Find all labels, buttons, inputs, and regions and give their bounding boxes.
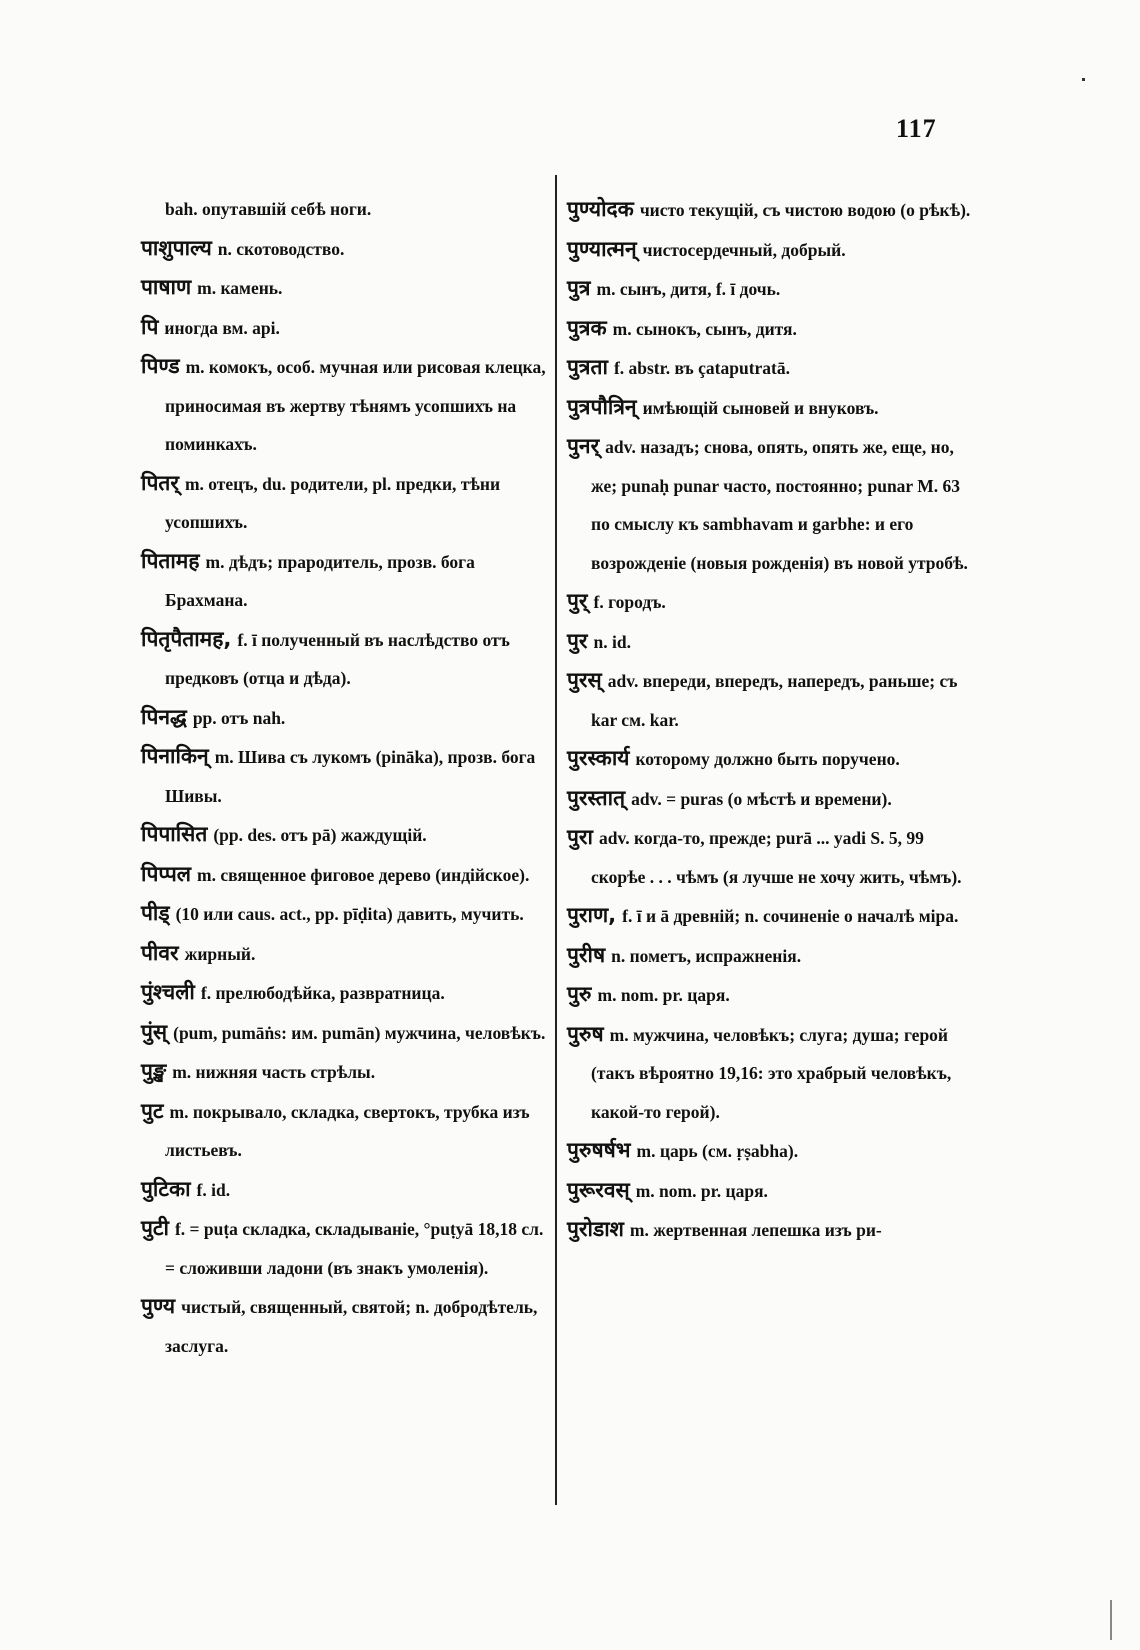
entry-headword: पिण्ड	[141, 354, 180, 378]
entry-definition: n. пометъ, испражненія.	[611, 945, 802, 966]
entry-headword: पाषाण	[141, 275, 192, 299]
entry-definition: m. жертвенная лепешка изъ ри-	[629, 1220, 882, 1240]
entry-definition: жирный.	[184, 943, 256, 964]
entry-headword: पुराण,	[567, 903, 617, 927]
entry-headword: पुत्र	[567, 276, 591, 300]
dictionary-entry	[567, 427, 972, 582]
entry-headword: पुण्यात्मन्	[567, 236, 637, 261]
dictionary-entry	[567, 1015, 972, 1132]
dictionary-entry	[567, 388, 972, 428]
entry-definition: m. нижняя часть стрѣлы.	[172, 1062, 376, 1082]
entry-headword: पुनर्	[567, 434, 600, 458]
entry-definition: m. мужчина, человѣкъ; слуга; душа; герой (такъ вѣроятно 19,16: это храбрый человѣкъ, какой-то герой).	[591, 1024, 952, 1122]
dictionary-entry	[567, 1131, 972, 1171]
dictionary-entry	[567, 622, 972, 662]
dictionary-entry	[567, 230, 972, 270]
entry-definition: m. nom. pr. царя.	[635, 1180, 768, 1201]
entry-definition: f. прелюбодѣйка, развратница.	[200, 983, 445, 1003]
column-divider	[555, 175, 557, 1505]
dictionary-entry	[567, 975, 972, 1015]
entry-definition: f. ī и ā древній; n. сочиненіе о началѣ міра.	[622, 906, 959, 926]
entry-headword: पिप्पल	[141, 861, 192, 886]
entry-definition: (10 или caus. act., pp. pīḍita) давить, мучить.	[175, 904, 524, 924]
dictionary-entry	[141, 1287, 551, 1365]
entry-definition: adv. когда-то, прежде; purā ... yadi S. 5, 99 скорѣе . . . чѣмъ (я лучше не хочу жить, чѣмъ).	[591, 828, 962, 887]
entry-headword: पुण्योदक	[567, 197, 634, 221]
entry-headword: पिपासित	[141, 822, 208, 846]
entry-headword: पुत्रता	[567, 355, 608, 379]
entry-headword: पितृपैतामह,	[141, 626, 232, 651]
entry-headword: पुरुषर्षभ	[567, 1138, 631, 1162]
dictionary-entry	[141, 268, 551, 308]
entry-definition: n. id.	[593, 631, 631, 652]
entry-headword: पुत्रपौत्रिन्	[567, 394, 637, 419]
dictionary-entry	[141, 855, 551, 895]
entry-definition: adv. = puras (о мѣстѣ и времени).	[631, 788, 892, 809]
dictionary-entry	[567, 661, 972, 739]
entry-definition: (pp. des. отъ pā) жаждущій.	[213, 825, 427, 845]
entry-definition: bah. опутавшій себѣ ноги.	[165, 199, 372, 219]
entry-headword: पिनद्ध	[141, 704, 187, 729]
entry-definition: m. сынъ, дитя, f. ī дочь.	[596, 279, 781, 299]
entry-definition: m. nom. pr. царя.	[597, 985, 730, 1005]
entry-definition: f. ī полученный въ наслѣдство отъ предковъ (отца и дѣда).	[165, 629, 510, 688]
entry-headword: पुरस्	[567, 668, 602, 692]
entry-headword: पि	[141, 314, 159, 339]
dictionary-entry	[141, 229, 551, 269]
dictionary-entry	[141, 973, 551, 1013]
entry-definition: m. отецъ, du. родители, pl. предки, тѣни усопшихъ.	[165, 473, 501, 532]
dictionary-entry	[141, 1013, 551, 1053]
dictionary-entry	[141, 894, 551, 934]
entry-definition: m. царь (см. ṛṣabha).	[636, 1141, 799, 1161]
entry-headword: पुरस्कार्य	[567, 746, 630, 770]
entry-headword: पीड्	[141, 901, 170, 925]
entry-definition: adv. впереди, впередъ, напередъ, раньше; съ kar см. kar.	[591, 671, 958, 730]
dictionary-entry	[141, 1209, 551, 1287]
entry-headword: पुटिका	[141, 1176, 191, 1201]
entry-headword: पुंस्	[141, 1019, 168, 1044]
entry-definition: n. скотоводство.	[217, 238, 345, 259]
entry-definition: m. комокъ, особ. мучная или рисовая клецка, приносимая въ жертву тѣнямъ усопшихъ на поминкахъ.	[165, 357, 546, 454]
entry-headword: पुरुष	[567, 1021, 604, 1046]
dictionary-entry	[141, 737, 551, 815]
entry-definition: f. городъ.	[593, 592, 666, 612]
entry-headword: पुरु	[567, 982, 592, 1006]
dictionary-entry	[567, 896, 972, 936]
entry-definition: иногда вм. api.	[164, 317, 280, 338]
entry-headword: पुंश्चली	[141, 980, 195, 1004]
entry-definition: m. сынокъ, сынъ, дитя.	[612, 318, 797, 339]
dictionary-entry	[141, 1092, 551, 1170]
entry-definition: adv. назадъ; снова, опять, опять же, еще, но, же; punaḥ punar часто, постоянно; punar M. 63 по смыслу къ sambhavam и garbhe: и его возрожденіе (новыя рожденія) въ новой утробѣ.	[591, 437, 968, 573]
print-speck	[1110, 1600, 1112, 1640]
dictionary-entry	[567, 309, 972, 349]
dictionary-entry	[567, 739, 972, 779]
dictionary-entry	[141, 542, 551, 620]
dictionary-entry	[567, 348, 972, 388]
entry-headword: पुर्	[567, 589, 588, 613]
entry-definition: m. Шива съ лукомъ (pināka), прозв. бога Шивы.	[165, 747, 536, 806]
entry-definition: f. = puṭa складка, складываніе, °puṭyā 18,18 сл. = сложивши ладони (въ знакъ умоленія).	[165, 1219, 544, 1278]
dictionary-entry	[567, 818, 972, 896]
entry-headword: पुरस्तात्	[567, 785, 626, 810]
entry-definition: (pum, pumāṅs: им. pumān) мужчина, человѣкъ.	[173, 1022, 546, 1043]
dictionary-entry	[141, 1170, 551, 1210]
entry-definition: которому должно быть поручено.	[635, 749, 900, 769]
dictionary-entry	[141, 698, 551, 738]
entry-definition: m. дѣдъ; прародитель, прозв. бога Брахмана.	[165, 551, 475, 610]
entry-definition: имѣющій сыновей и внуковъ.	[642, 397, 879, 418]
entry-definition: чистосердечный, добрый.	[642, 239, 846, 260]
entry-headword: पुरूरवस्	[567, 1177, 630, 1202]
entry-definition: pp. отъ nah.	[192, 707, 286, 728]
print-speck	[1082, 78, 1085, 81]
dictionary-entry	[567, 582, 972, 622]
dictionary-entry	[567, 779, 972, 819]
dictionary-entry	[567, 936, 972, 976]
entry-headword: पुट	[141, 1098, 164, 1123]
dictionary-entry	[141, 464, 551, 542]
entry-headword: पुण्य	[141, 1294, 176, 1318]
dictionary-entry	[141, 934, 551, 974]
dictionary-entry	[567, 1171, 972, 1211]
entry-definition: m. священное фиговое дерево (индійское).	[197, 864, 530, 885]
dictionary-entry	[141, 1052, 551, 1092]
dictionary-entry	[141, 620, 551, 698]
left-column	[141, 190, 551, 1365]
entry-definition: чисто текущій, съ чистою водою (о рѣкѣ).	[639, 200, 971, 220]
entry-headword: पुर	[567, 628, 588, 653]
dictionary-entry	[141, 308, 551, 348]
entry-headword: पिनाकिन्	[141, 744, 209, 768]
entry-definition: f. id.	[196, 1179, 231, 1200]
entry-headword: पाशुपाल्य	[141, 235, 212, 260]
dictionary-entry	[567, 1210, 972, 1250]
dictionary-entry	[141, 190, 551, 229]
dictionary-entry	[141, 347, 551, 464]
entry-definition: чистый, священный, святой; n. добродѣтель, заслуга.	[165, 1297, 538, 1356]
entry-headword: पुरीष	[567, 942, 606, 967]
dictionary-entry	[141, 815, 551, 855]
entry-definition: m. покрывало, складка, свертокъ, трубка изъ листьевъ.	[165, 1101, 530, 1160]
right-column	[567, 190, 972, 1250]
entry-headword: पुङ्ख	[141, 1059, 167, 1083]
entry-headword: पुरोडाश	[567, 1217, 624, 1241]
entry-headword: पुत्रक	[567, 315, 607, 340]
entry-definition: f. abstr. въ çataputratā.	[613, 358, 790, 378]
entry-definition: m. камень.	[197, 278, 283, 298]
dictionary-entry	[567, 190, 972, 230]
entry-headword: पुरा	[567, 825, 593, 849]
entry-headword: पितर्	[141, 470, 179, 495]
entry-headword: पीवर	[141, 940, 179, 965]
dictionary-entry	[567, 269, 972, 309]
page-number: 117	[896, 114, 937, 143]
entry-headword: पितामह	[141, 548, 200, 573]
entry-headword: पुटी	[141, 1216, 169, 1240]
